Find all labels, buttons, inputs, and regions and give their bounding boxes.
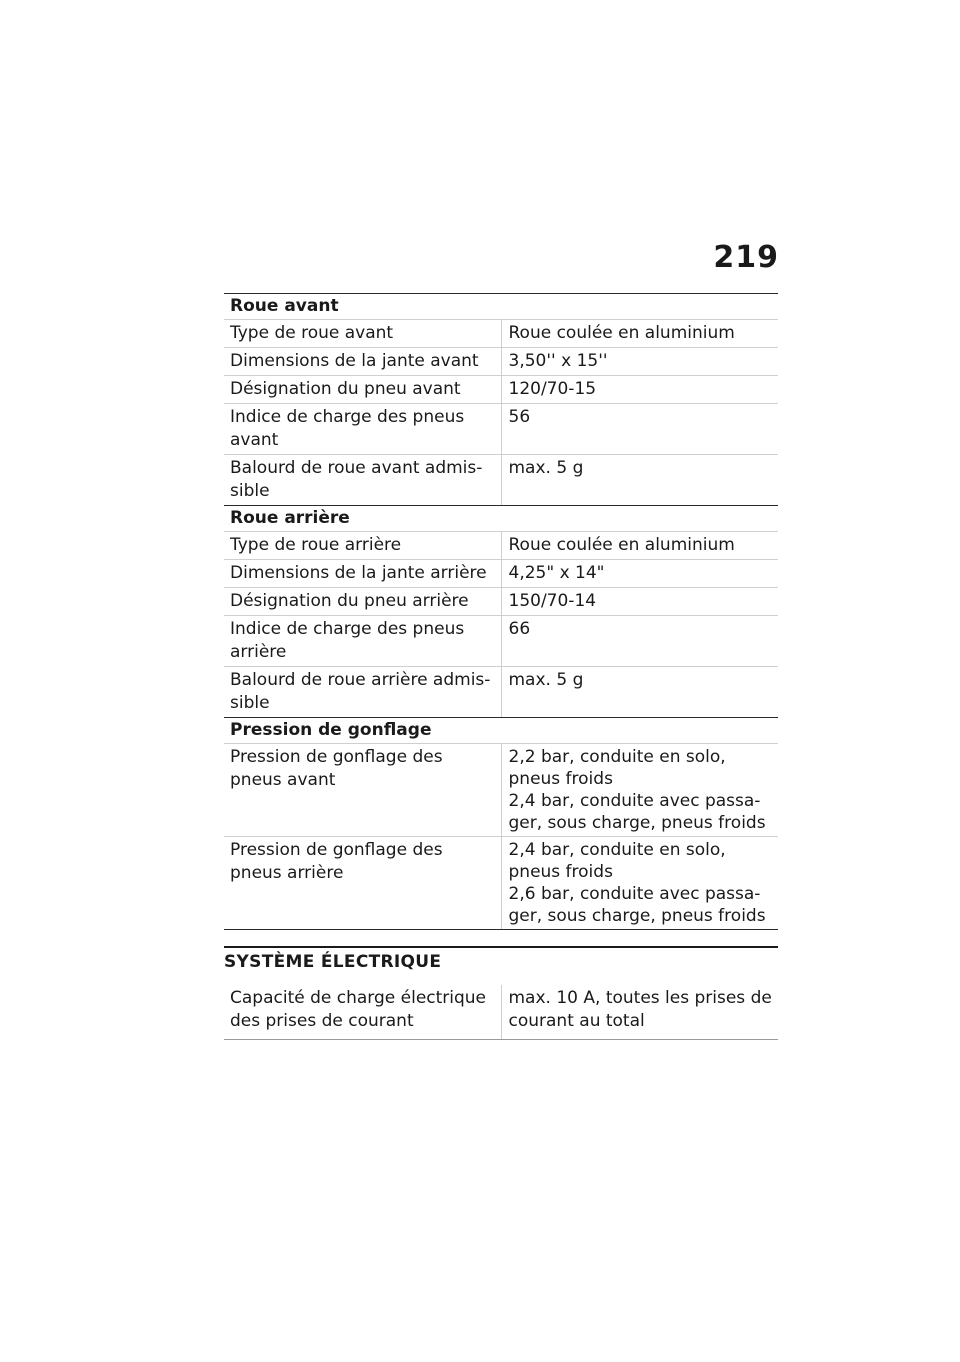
section-title: Pression de gonflage bbox=[224, 718, 778, 744]
row-label: Désignation du pneu arrière bbox=[224, 588, 501, 616]
row-value: 66 bbox=[501, 616, 778, 667]
table-row bbox=[224, 560, 778, 588]
row-value: 120/70-15 bbox=[501, 376, 778, 404]
row-label: Type de roue avant bbox=[224, 320, 501, 348]
electrical-table bbox=[224, 985, 778, 1040]
table-row bbox=[224, 744, 778, 837]
table-row bbox=[224, 320, 778, 348]
page-number: 219 bbox=[713, 240, 779, 275]
table-row bbox=[224, 616, 778, 667]
row-value: 150/70-14 bbox=[501, 588, 778, 616]
row-label: Dimensions de la jante arrière bbox=[224, 560, 501, 588]
value-line: 2,2 bar, conduite en solo, pneus froids bbox=[508, 747, 726, 789]
table-row bbox=[224, 455, 778, 506]
row-label: Capacité de charge électrique des prises de courant bbox=[224, 985, 501, 1040]
table-row bbox=[224, 588, 778, 616]
section-title: Roue arrière bbox=[224, 506, 778, 532]
row-value: max. 5 g bbox=[501, 667, 778, 718]
row-label: Indice de charge des pneus arrière bbox=[224, 616, 501, 667]
electrical-system-heading: SYSTÈME ÉLECTRIQUE bbox=[224, 946, 778, 977]
table-row bbox=[224, 532, 778, 560]
table-row bbox=[224, 376, 778, 404]
spec-content bbox=[224, 293, 778, 1040]
section-title: Roue avant bbox=[224, 294, 778, 320]
row-value: max. 5 g bbox=[501, 455, 778, 506]
section-header-front-wheel bbox=[224, 294, 778, 320]
table-row bbox=[224, 404, 778, 455]
row-label: Désignation du pneu avant bbox=[224, 376, 501, 404]
value-line: 2,4 bar, conduite avec passa-ger, sous charge, pneus froids bbox=[508, 791, 766, 833]
row-value bbox=[501, 744, 778, 837]
table-row bbox=[224, 837, 778, 930]
table-row bbox=[224, 348, 778, 376]
wheels-tires-table bbox=[224, 293, 778, 930]
table-row bbox=[224, 667, 778, 718]
row-label: Indice de charge des pneus avant bbox=[224, 404, 501, 455]
row-label: Pression de gonflage des pneus avant bbox=[224, 744, 501, 837]
row-label: Balourd de roue avant admis-sible bbox=[224, 455, 501, 506]
row-value: 4,25" x 14" bbox=[501, 560, 778, 588]
row-label: Type de roue arrière bbox=[224, 532, 501, 560]
value-line: 2,6 bar, conduite avec passa-ger, sous charge, pneus froids bbox=[508, 884, 766, 926]
section-header-rear-wheel bbox=[224, 506, 778, 532]
row-value: max. 10 A, toutes les prises de courant au total bbox=[501, 985, 778, 1040]
row-value: 56 bbox=[501, 404, 778, 455]
row-value: 3,50'' x 15'' bbox=[501, 348, 778, 376]
value-line: 2,4 bar, conduite en solo, pneus froids bbox=[508, 840, 726, 882]
row-value bbox=[501, 837, 778, 930]
row-label: Dimensions de la jante avant bbox=[224, 348, 501, 376]
row-value: Roue coulée en aluminium bbox=[501, 532, 778, 560]
row-value: Roue coulée en aluminium bbox=[501, 320, 778, 348]
row-label: Balourd de roue arrière admis-sible bbox=[224, 667, 501, 718]
row-label: Pression de gonflage des pneus arrière bbox=[224, 837, 501, 930]
table-row bbox=[224, 985, 778, 1040]
section-header-tire-pressure bbox=[224, 718, 778, 744]
